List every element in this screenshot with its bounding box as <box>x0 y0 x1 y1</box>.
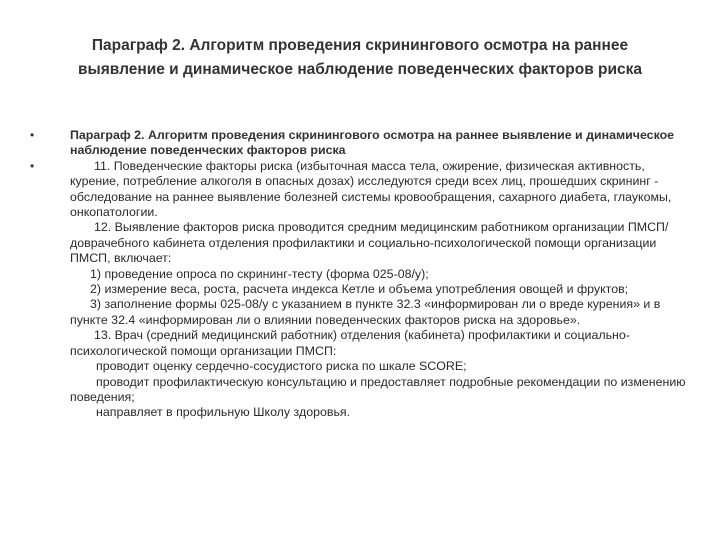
bullet-marker: • <box>30 158 35 173</box>
slide-title-line-2: выявление и динамическое наблюдение поведенческих факторов риска <box>77 61 643 78</box>
list-item-3: 3) заполнение формы 025-08/у с указанием в пункте 32.3 «информирован ли о вреде курения» и в пункте 32.4 «информирован ли о влиянии поведенческих факторов риска на здоровье». <box>70 297 661 327</box>
list-item-2: 2) измерение веса, роста, расчета индекса Кетле и объема употребления овощей и фруктов; <box>90 282 629 297</box>
action-item-3: направляет в профильную Школу здоровья. <box>96 405 351 420</box>
bullet-item-2 <box>30 159 690 421</box>
action-item-2: проводит профилактическую консультацию и предоставляет подробные рекомендации по изменению поведения; <box>70 374 686 404</box>
paragraph-13: 13. Врач (средний медицинский работник) отделения (кабинета) профилактики и социально-психологической помощи организации ПМСП: <box>70 328 630 358</box>
paragraph-12: 12. Выявление факторов риска проводится средним медицинским работником организации ПМСП/доврачебного кабинета отделения профилактики и социально-психологической помощи организации ПМСП, включает: <box>70 220 669 266</box>
bullet-item-1 <box>30 128 690 159</box>
bullet-heading-text: Параграф 2. Алгоритм проведения скринингового осмотра на раннее выявление и динамическое наблюдение поведенческих факторов риска <box>70 128 675 158</box>
bullet-marker: • <box>30 128 35 142</box>
action-item-1: проводит оценку сердечно-сосудистого риска по шкале SCORE; <box>96 359 467 374</box>
paragraph-11: 11. Поведенческие факторы риска (избыточная масса тела, ожирение, физическая активность, курение, потребление алкоголя в опасных дозах) исследуются среди всех лиц, прошедших скрининг - обследование на раннее выявление болезней системы кровообращения, сахарного диабета, глаукомы, онкопатологии. <box>70 158 672 220</box>
list-item-1: 1) проведение опроса по скрининг-тесту (форма 025-08/у); <box>90 266 429 281</box>
slide-title <box>40 34 680 82</box>
slide-body <box>30 128 690 421</box>
bullet-body-text <box>70 159 690 421</box>
slide-title-line-1: Параграф 2. Алгоритм проведения скринингового осмотра на раннее <box>91 37 629 54</box>
